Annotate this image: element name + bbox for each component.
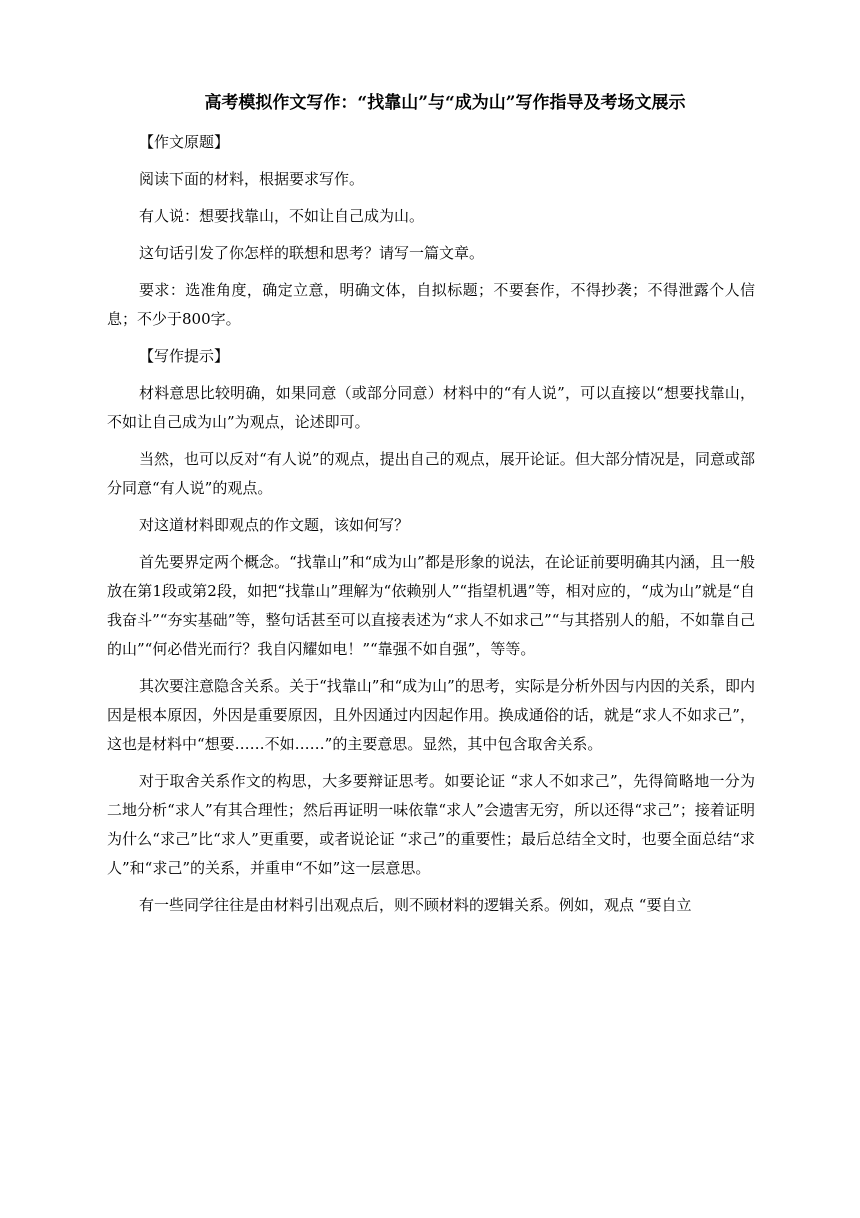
paragraph: 对这道材料即观点的作文题，该如何写？ — [139, 516, 410, 534]
paragraph: 这句话引发了你怎样的联想和思考？请写一篇文章。 — [139, 244, 485, 262]
paragraph: 材料意思比较明确，如果同意（或部分同意）材料中的“有人说”，可以直接以“想要找靠山，不如让自己成为山”为观点，论述即可。 — [107, 384, 755, 431]
paragraph: 【作文原题】 — [139, 133, 230, 151]
paragraph: 其次要注意隐含关系。关于“找靠山”和“成为山”的思考，实际是分析外因与内因的关系，即内因是根本原因，外因是重要原因，且外因通过内因起作用。换成通俗的话，就是“求人不如求己”，这也是材料中“想要……不如……”的主要意思。显然，其中包含取舍关系。 — [107, 677, 755, 753]
paragraph: 要求：选准角度，确定立意，明确文体，自拟标题；不要套作，不得抄袭；不得泄露个人信息；不少于800字。 — [107, 281, 755, 328]
document-title: 高考模拟作文写作：“找靠山”与“成为山”写作指导及考场文展示 — [204, 93, 686, 113]
paragraph: 有一些同学往往是由材料引出观点后，则不顾材料的逻辑关系。例如，观点 “要自立 — [139, 896, 692, 914]
paragraph: 对于取舍关系作文的构思，大多要辩证思考。如要论证 “求人不如求己”，先得简略地一分为二地分析“求人”有其合理性；然后再证明一味依靠“求人”会遗害无穷，所以还得“求己”；接着证明为什么“求己”比“求人”更重要，或者说论证 “求己”的重要性；最后总结全文时，也要全面总结“求人”和“求己”的关系，并重申“不如”这一层意思。 — [107, 772, 755, 877]
paragraph: 首先要界定两个概念。“找靠山”和“成为山”都是形象的说法，在论证前要明确其内涵，且一般放在第1段或第2段，如把“找靠山”理解为“依赖别人”“指望机遇”等，相对应的，“成为山”就是“自我奋斗”“夯实基础”等，整句话甚至可以直接表述为“求人不如求己”“与其搭别人的船，不如靠自己的山”“何必借光而行？我自闪耀如电！”“靠强不如自强”，等等。 — [107, 553, 755, 658]
paragraph: 【写作提示】 — [139, 347, 230, 365]
document-body — [107, 128, 755, 920]
paragraph: 当然，也可以反对“有人说”的观点，提出自己的观点，展开论证。但大部分情况是，同意或部分同意“有人说”的观点。 — [107, 450, 755, 497]
paragraph: 有人说：想要找靠山，不如让自己成为山。 — [139, 207, 425, 225]
paragraph: 阅读下面的材料，根据要求写作。 — [139, 170, 365, 188]
